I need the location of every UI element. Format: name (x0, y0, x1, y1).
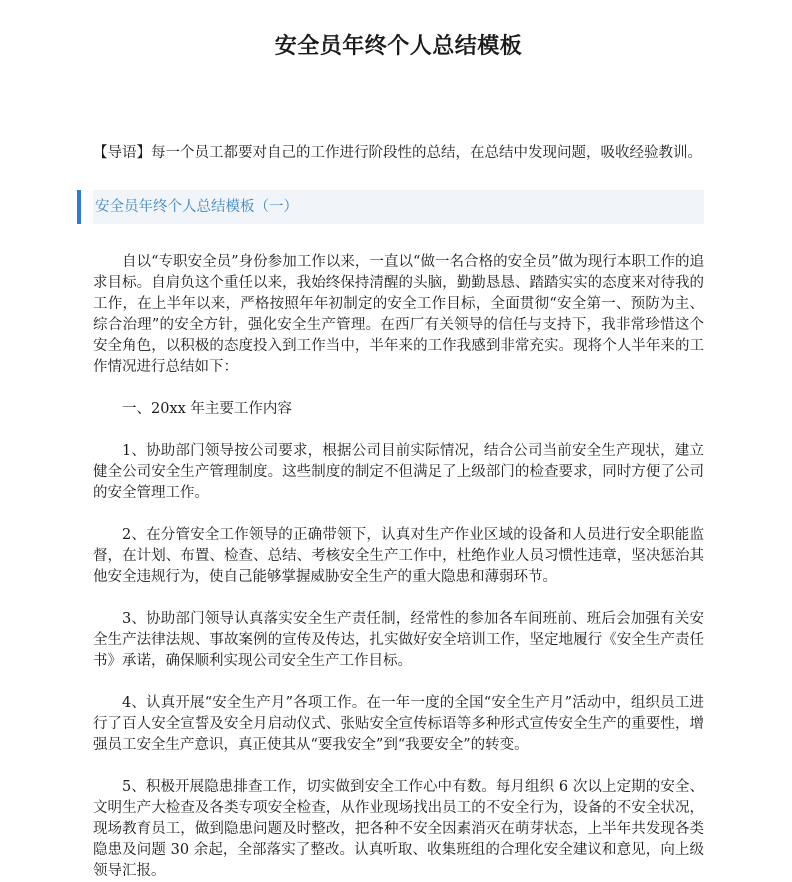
document-body (93, 252, 704, 882)
section-heading (93, 190, 704, 224)
body-paragraph: 自以“专职安全员”身份参加工作以来，一直以“做一名合格的安全员”做为现行本职工作的追求目标。自肩负这个重任以来，我始终保持清醒的头脑，勤勤恳恳、踏踏实实的态度来对待我的工作，在上半年以来，严格按照年年初制定的安全工作目标，全面贯彻“安全第一、预防为主、综合治理”的安全方针，强化安全生产管理。在西厂有关领导的信任与支持下，我非常珍惜这个安全角色，以积极的态度投入到工作当中，半年来的工作我感到非常充实。现将个人半年来的工作情况进行总结如下： (93, 254, 704, 375)
section-accent-bar (77, 190, 81, 224)
section-heading-text: 安全员年终个人总结模板（一） (95, 199, 298, 215)
body-paragraph: 2、在分管安全工作领导的正确带领下，认真对生产作业区域的设备和人员进行安全职能监督，在计划、布置、检查、总结、考核安全生产工作中，杜绝作业人员习惯性违章，坚决惩治其他安全违规行为，使自己能够掌握威胁安全生产的重大隐患和薄弱环节。 (93, 527, 704, 585)
body-paragraph: 4、认真开展“安全生产月”各项工作。在一年一度的全国“安全生产月”活动中，组织员工进行了百人安全宣誓及安全月启动仪式、张贴安全宣传标语等多种形式宣传安全生产的重要性，增强员工安全生产意识，真正使其从“要我安全”到“我要安全”的转变。 (93, 695, 704, 753)
page-title: 安全员年终个人总结模板 (274, 33, 523, 59)
intro-paragraph: 【导语】每一个员工都要对自己的工作进行阶段性的总结，在总结中发现问题，吸收经验教训。 (93, 145, 702, 161)
body-paragraph: 5、积极开展隐患排查工作，切实做到安全工作心中有数。每月组织 6 次以上定期的安全、文明生产大检查及各类专项安全检查，从作业现场找出员工的不安全行为，设备的不安全状况，现场教育员工，做到隐患问题及时整改，把各种不安全因素消灭在萌芽状态，上半年共发现各类隐患及问题 30 余起，全部落实了整改。认真听取、收集班组的合理化安全建议和意见，向上级领导汇报。 (93, 779, 704, 879)
subsection-heading: 一、20xx 年主要工作内容 (122, 401, 292, 417)
body-paragraph: 1、协助部门领导按公司要求，根据公司目前实际情况，结合公司当前安全生产现状，建立健全公司安全生产管理制度。这些制度的制定不但满足了上级部门的检查要求，同时方便了公司的安全管理工作。 (93, 443, 704, 501)
body-paragraph: 3、协助部门领导认真落实安全生产责任制，经常性的参加各车间班前、班后会加强有关安全生产法律法规、事故案例的宣传及传达，扎实做好安全培训工作，坚定地履行《安全生产责任书》承诺，确保顺利实现公司安全生产工作目标。 (93, 611, 704, 669)
